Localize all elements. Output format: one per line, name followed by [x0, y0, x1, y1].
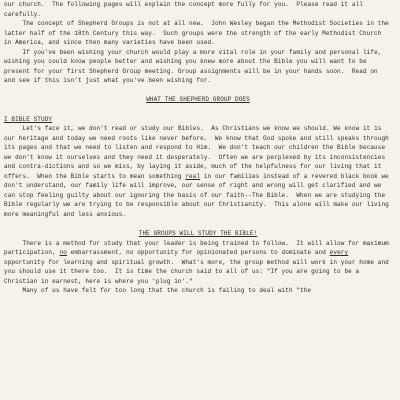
text-segment: Let's face it, we don't read or study our Bibles. As Christians we know we should. We know it is our heritage and today we need roots like never before. We know that God spoke and still speaks through its pages and that we need to listen and respond to Him. We don't teach our children the Bible because we don't know it ourselves and they need it desperately. Often we are perplexed by its inconsistencies and contra-dictions and so we miss, by laying it aside, much of the helpfulness for our living that it offers. When the Bible starts to mean something: [4, 125, 393, 180]
paragraph-church-failing: Many of us have felt for too long that the church is failing to deal with "the: [4, 287, 312, 295]
subheading-bible-study: I BIBLE STUDY: [4, 115, 53, 123]
paragraph-intro-end: our church. The following pages will explain the concept more fully for you. Please read it all carefully.: [4, 1, 367, 18]
text-segment: There is a method for study that your leader is being trained to follow. It will allow for maximum participation,: [4, 239, 393, 257]
underlined-word: every: [329, 249, 349, 257]
underlined-word: real: [185, 172, 201, 180]
paragraph-invitation: If you've been wishing your church would play a more vital role in your family and personal life, wishing you could know people better and wishing you knew more about the Bible you will want to be present for your first Shepherd Group meeting. Group assignments will be in your hands soon. Read on and see if this isn't just what you've been wishing for.: [4, 48, 386, 85]
section-heading-groups-study-bible: THE GROUPS WILL STUDY THE BIBLE!: [138, 230, 258, 238]
text-segment: in our families instead of a revered black book we don't understand, our family life will improve, our sense of right and wrong will get clarified and we can stop feeling guilty about our ignoring the basis of our faith--The Bible. When we are studying the Bible regularly we are trying to be responsible about our Christianity. This alone will make our living more meaningful and less anxious.: [4, 172, 393, 219]
paragraph-study-method: [4, 239, 392, 287]
text-segment: embarrassment, no opportunity for opinionated persons to dominate and: [66, 249, 330, 257]
paragraph-bible-study: [4, 124, 392, 219]
section-heading-what-group-does: WHAT THE SHEPHERD GROUP DOES: [146, 96, 250, 104]
underlined-word: no: [59, 249, 67, 257]
text-segment: opportunity for learning and spiritual growth. What's more, the group method will work in your home and you should use it there too. It is time the church said to all of us: "If you are going to be a Christian in earnest, here is where you 'plug in'.": [4, 249, 393, 285]
paragraph-concept-history: The concept of Shepherd Groups is not at all new. John Wesley began the Methodist Societies in the latter half of the 18th Century this way. Such groups were the strength of the early Methodist Church in America, and since then many varieties have been used.: [4, 20, 393, 47]
